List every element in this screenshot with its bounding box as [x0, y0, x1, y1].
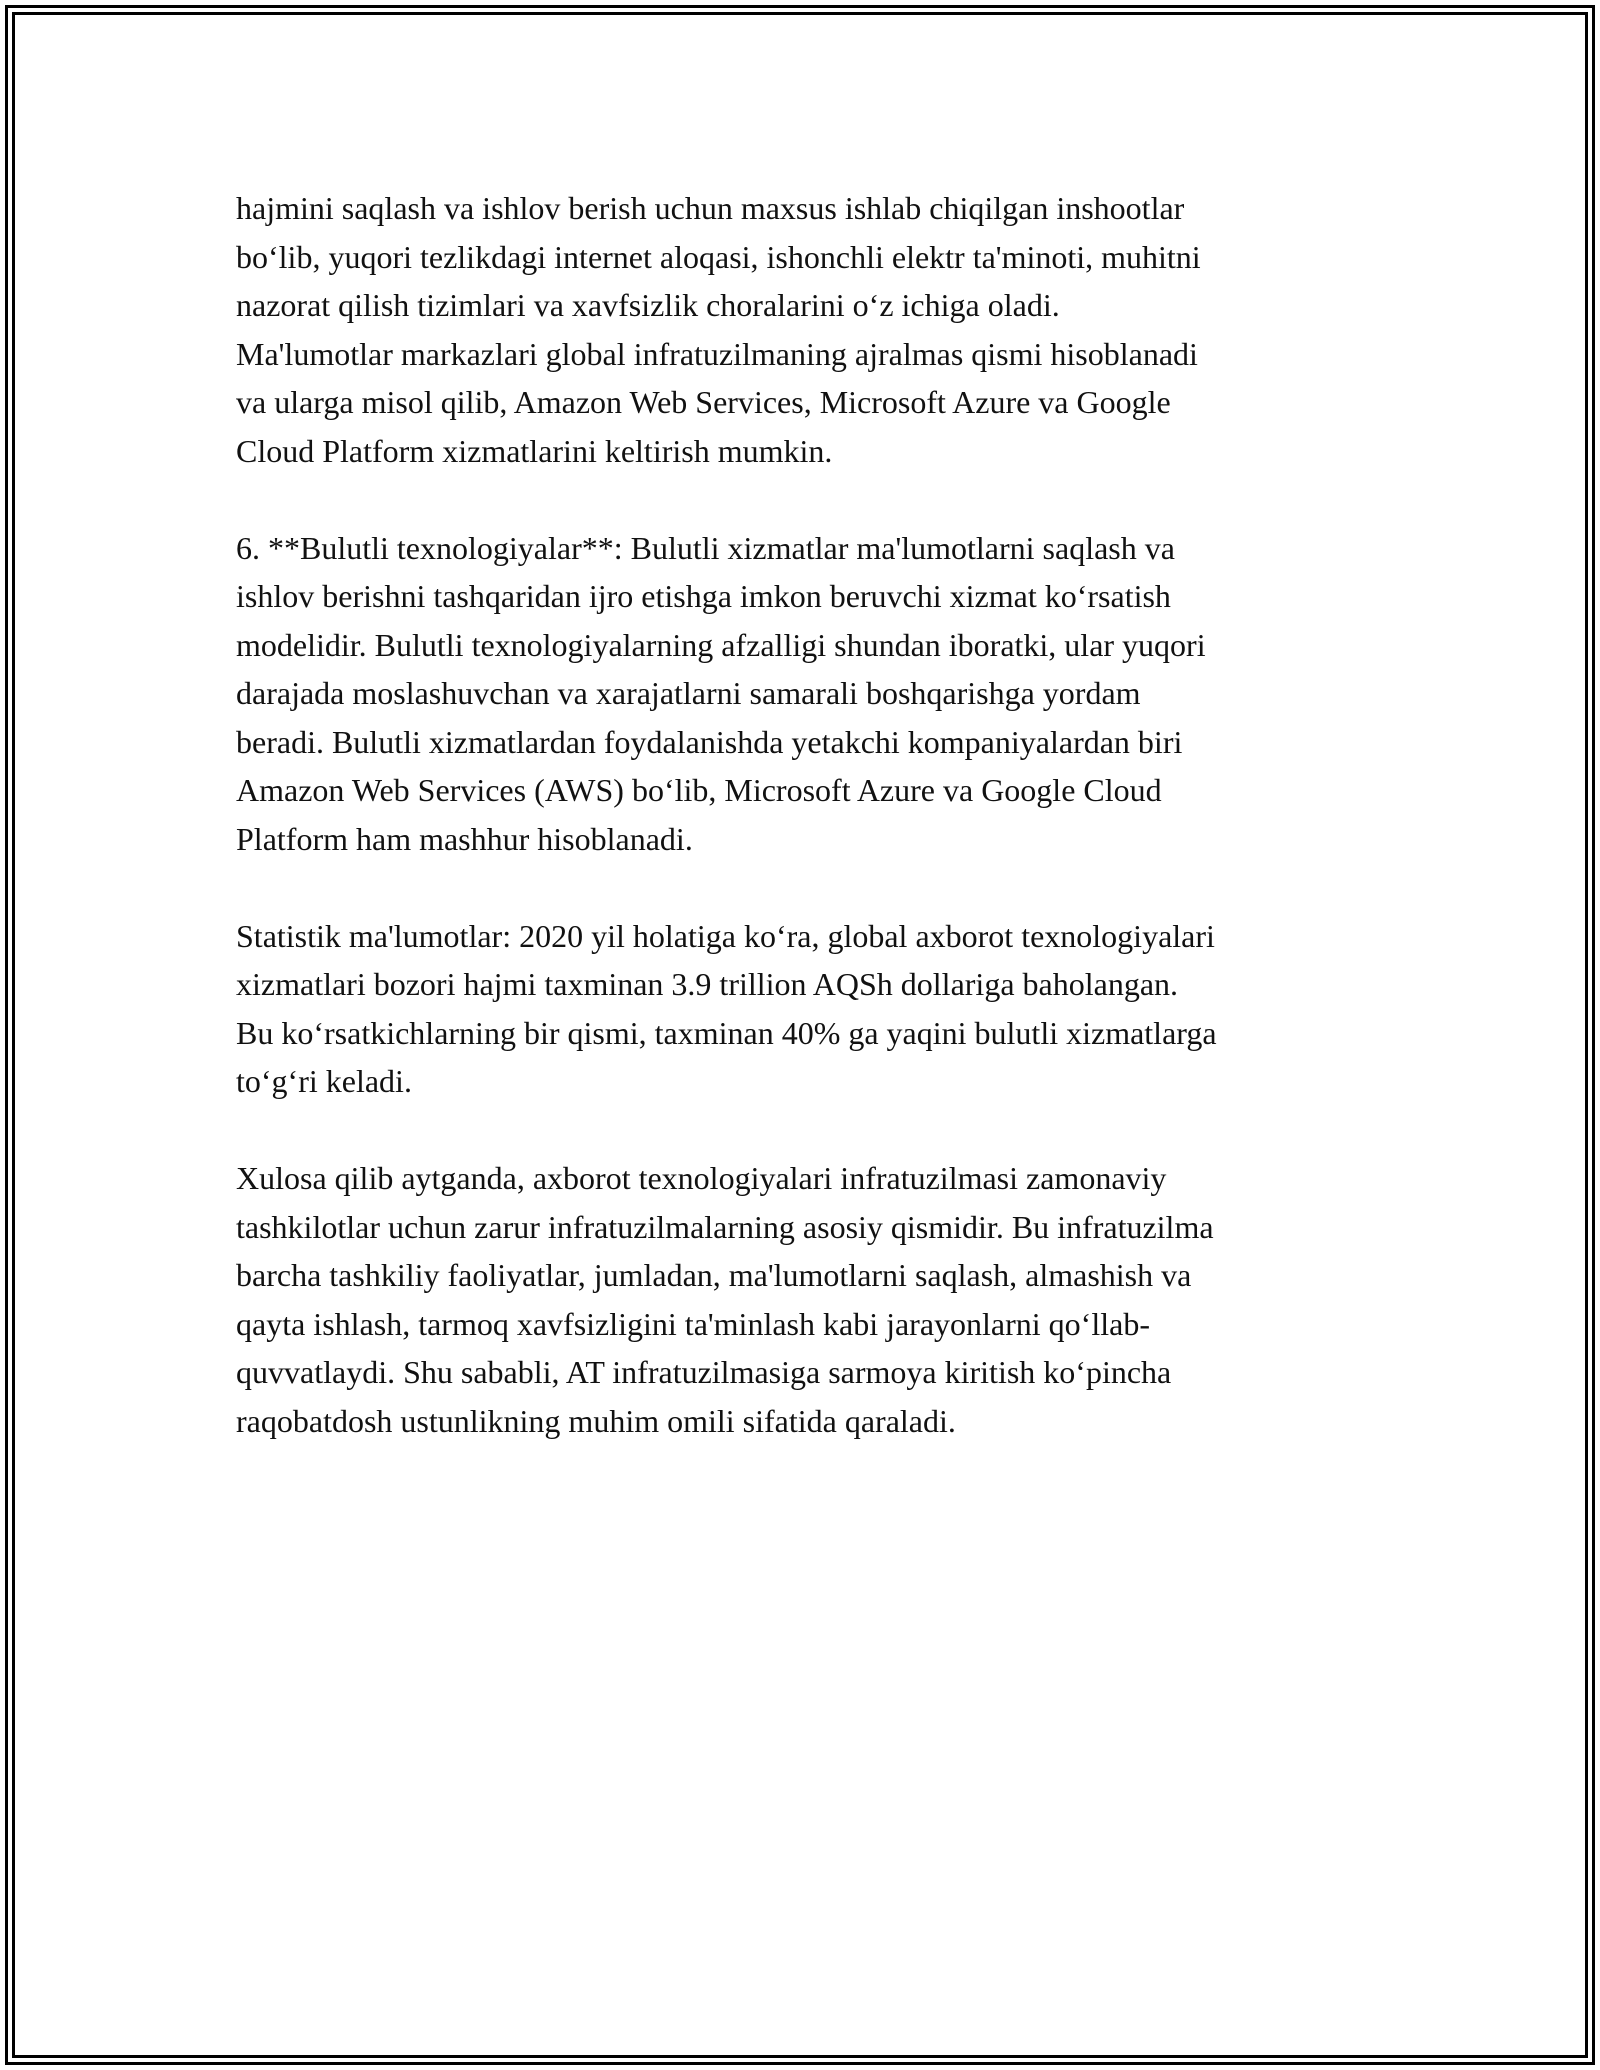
text-line: Amazon Web Services (AWS) bo‘lib, Microsoft Azure va Google Cloud — [236, 772, 1162, 808]
document-body — [236, 184, 1376, 1494]
paragraph-statistics — [236, 912, 1376, 1106]
text-line: nazorat qilish tizimlari va xavfsizlik choralarini o‘z ichiga oladi. — [236, 287, 1060, 323]
text-line: darajada moslashuvchan va xarajatlarni samarali boshqarishga yordam — [236, 675, 1141, 711]
text-line: quvvatlaydi. Shu sababli, AT infratuzilmasiga sarmoya kiritish ko‘pincha — [236, 1354, 1172, 1390]
text-line: beradi. Bulutli xizmatlardan foydalanishda yetakchi kompaniyalardan biri — [236, 723, 1183, 760]
text-line: modelidir. Bulutli texnologiyalarning afzalligi shundan iboratki, ular yuqori — [236, 626, 1206, 663]
text-line: ishlov berishni tashqaridan ijro etishga imkon beruvchi xizmat ko‘rsatish — [236, 578, 1171, 614]
paragraph-cloud-technologies — [236, 524, 1376, 864]
text-line: va ularga misol qilib, Amazon Web Services, Microsoft Azure va Google — [236, 384, 1171, 420]
text-line: Bu ko‘rsatkichlarning bir qismi, taxminan 40% ga yaqini bulutli xizmatlarga — [236, 1014, 1217, 1051]
text-line: to‘g‘ri keladi. — [236, 1063, 412, 1099]
paragraph-data-centers — [236, 184, 1376, 475]
text-line: Xulosa qilib aytganda, axborot texnologiyalari infratuzilmasi zamonaviy — [236, 1160, 1167, 1196]
text-line: qayta ishlash, tarmoq xavfsizligini ta'minlash kabi jarayonlarni qo‘llab- — [236, 1305, 1150, 1342]
text-line: 6. **Bulutli texnologiyalar**: Bulutli xizmatlar ma'lumotlarni saqlash va — [236, 529, 1175, 566]
text-line: xizmatlari bozori hajmi taxminan 3.9 trillion AQSh dollariga baholangan. — [236, 966, 1179, 1002]
text-line: raqobatdosh ustunlikning muhim omili sifatida qaraladi. — [236, 1402, 956, 1439]
text-line: barcha tashkiliy faoliyatlar, jumladan, ma'lumotlarni saqlash, almashish va — [236, 1257, 1192, 1293]
text-line: bo‘lib, yuqori tezlikdagi internet aloqasi, ishonchli elektr ta'minoti, muhitni — [236, 238, 1201, 275]
text-line: Statistik ma'lumotlar: 2020 yil holatiga ko‘ra, global axborot texnologiyalari — [236, 917, 1215, 954]
text-line: tashkilotlar uchun zarur infratuzilmalarning asosiy qismidir. Bu infratuzilma — [236, 1208, 1214, 1245]
text-line: hajmini saqlash va ishlov berish uchun maxsus ishlab chiqilgan inshootlar — [236, 190, 1185, 226]
text-line: Cloud Platform xizmatlarini keltirish mumkin. — [236, 432, 833, 469]
paragraph-conclusion — [236, 1154, 1376, 1445]
text-line: Platform ham mashhur hisoblanadi. — [236, 820, 693, 857]
text-line: Ma'lumotlar markazlari global infratuzilmaning ajralmas qismi hisoblanadi — [236, 335, 1198, 372]
